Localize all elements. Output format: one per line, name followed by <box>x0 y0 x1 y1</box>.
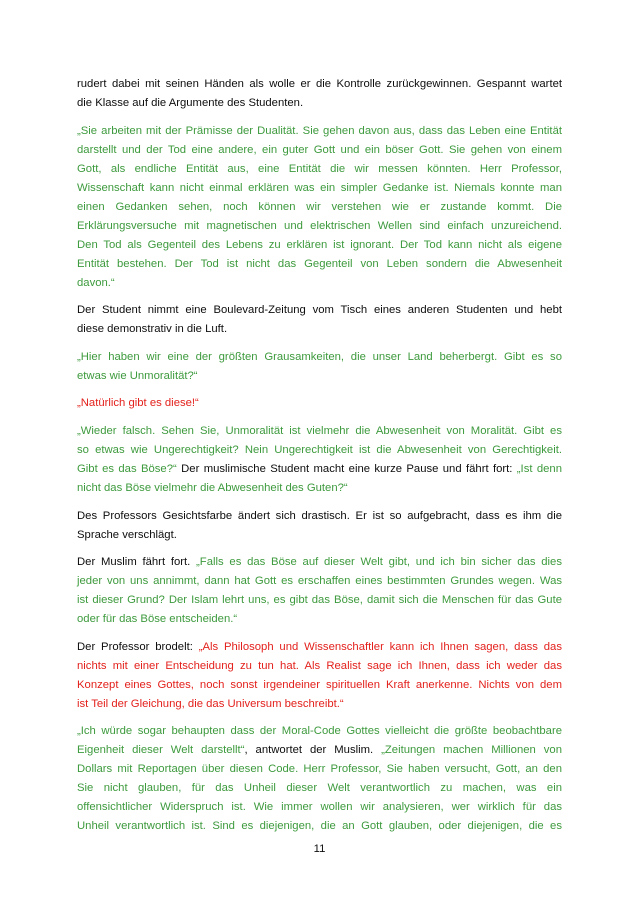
text-segment: Dollars mit Reportagen über diesen Code. Herr Professor, Sie haben versucht, Gott, an den <box>77 763 562 776</box>
text-segment: jeder von uns annimmt, dann hat Gott es erschaffen eines bestimmten Grundes wegen. Was <box>77 575 562 588</box>
text-line <box>77 760 562 779</box>
text-line <box>77 255 562 274</box>
text-segment: „Natürlich gibt es diese!“ <box>77 397 199 410</box>
text-line <box>77 507 562 526</box>
text-segment: „Wieder falsch. Sehen Sie, Unmoralität ist vielmehr die Abwesenheit von Moralität. Gibt es <box>77 424 562 437</box>
text-segment: Konzept eines Gottes, noch sonst irgendeiner spirituellen Kraft anerkenne. Nichts von dem <box>77 678 562 691</box>
text-line <box>77 572 562 591</box>
text-line <box>77 320 562 339</box>
text-line <box>77 741 562 760</box>
text-segment: „Als Philosoph und Wissenschaftler kann ich Ihnen sagen, dass das <box>198 640 562 653</box>
paragraph <box>77 507 562 545</box>
text-line <box>77 798 562 817</box>
text-segment: „Falls es das Böse auf dieser Welt gibt, und ich bin sicher das dies <box>196 556 562 569</box>
text-segment: Gott, als endliche Entität aus, eine Entität die wir messen könnten. Herr Professor, <box>77 162 562 175</box>
text-segment: etwas wie Unmoralität?“ <box>77 369 198 382</box>
text-line <box>77 422 562 441</box>
text-line <box>77 367 562 386</box>
text-line <box>77 526 562 545</box>
text-segment: so etwas wie Ungerechtigkeit? Nein Ungerechtigkeit ist die Abwesenheit von Gerechtigkeit. <box>77 443 562 456</box>
paragraph <box>77 422 562 498</box>
text-segment: die Klasse auf die Argumente des Studenten. <box>77 97 304 109</box>
text-line <box>77 553 562 572</box>
paragraph <box>77 301 562 339</box>
text-segment: nicht das Böse vielmehr die Abwesenheit des Guten?“ <box>77 481 348 494</box>
text-line <box>77 722 562 741</box>
text-segment: nichts mit einer Entscheidung zu tun hat. Als Realist sage ich Ihnen, dass ich weder das <box>77 659 562 672</box>
paragraph <box>77 722 562 836</box>
text-segment: Wissenschaft kann nicht einmal erklären was ein simpler Gedanke ist. Niemals konnte man <box>77 181 562 194</box>
text-segment: diese demonstrativ in die Luft. <box>77 323 228 336</box>
text-line <box>77 591 562 610</box>
text-segment: Sprache verschlägt. <box>77 528 177 541</box>
text-segment: Sie nicht glauben, für das Unheil dieser Welt verantwortlich zu machen, was ein <box>77 782 562 795</box>
text-line <box>77 198 562 217</box>
paragraph <box>77 122 562 293</box>
text-segment: Der muslimische Student macht eine kurze Pause und fährt fort: <box>176 462 517 475</box>
text-line <box>77 94 562 113</box>
text-line <box>77 301 562 320</box>
paragraph <box>77 75 562 113</box>
text-line <box>77 75 562 94</box>
text-segment: darstellt und der Tod eine andere, ein guter Gott und ein böser Gott. Sie gehen von einem <box>77 143 562 156</box>
text-line <box>77 236 562 255</box>
text-segment: rudert dabei mit seinen Händen als wolle er die Kontrolle zurückgewinnen. Gespannt wartet <box>77 78 562 90</box>
text-line <box>77 657 562 676</box>
page-number: 11 <box>313 843 326 855</box>
text-segment: Entität bestehen. Der Tod ist nicht das Gegenteil von Leben sondern die Abwesenheit <box>77 257 562 270</box>
text-segment: davon.“ <box>77 276 115 289</box>
text-line <box>77 779 562 798</box>
paragraph <box>77 553 562 629</box>
paragraph <box>77 638 562 714</box>
text-segment: oder für das Böse entscheiden.“ <box>77 613 238 626</box>
text-segment: Der Student nimmt eine Boulevard-Zeitung vom Tisch eines anderen Studenten und hebt <box>77 304 562 317</box>
text-line <box>77 676 562 695</box>
text-segment: Gibt es das Böse?“ <box>77 462 177 475</box>
text-line <box>77 141 562 160</box>
paragraph <box>77 348 562 386</box>
text-line <box>77 179 562 198</box>
text-line <box>77 610 562 629</box>
text-segment: Erklärungsversuche mit magnetischen und elektrischen Wellen sind einfach unzureichend. <box>77 219 562 232</box>
text-segment: Den Tod als Gegenteil des Lebens zu erklären ist ignorant. Der Tod kann nicht als eigene <box>77 238 562 251</box>
text-segment: , antwortet der Muslim. <box>244 744 382 757</box>
text-line <box>77 695 562 714</box>
text-line <box>77 394 562 413</box>
text-line <box>77 460 562 479</box>
text-line <box>77 817 562 836</box>
body-text <box>77 75 562 845</box>
text-segment: ist Teil der Gleichung, die das Universum beschreibt.“ <box>77 697 344 710</box>
text-segment: Eigenheit dieser Welt darstellt“ <box>77 744 245 757</box>
text-segment: „Hier haben wir eine der größten Grausamkeiten, die unser Land beherbergt. Gibt es so <box>77 350 562 363</box>
text-segment: „Sie arbeiten mit der Prämisse der Dualität. Sie gehen davon aus, dass das Leben eine Entität <box>77 124 562 137</box>
text-segment: „Ich würde sogar behaupten dass der Moral-Code Gottes vielleicht die größte beobachtbare <box>77 725 562 738</box>
text-segment: „Zeitungen machen Millionen von <box>381 744 562 757</box>
text-line <box>77 122 562 141</box>
text-segment: Des Professors Gesichtsfarbe ändert sich drastisch. Er ist so aufgebracht, dass es ihm die <box>77 509 562 522</box>
paragraph <box>77 394 562 413</box>
text-segment: ist dieser Grund? Der Islam lehrt uns, es gibt das Böse, damit sich die Menschen für das Gute <box>77 594 562 607</box>
text-segment: Der Muslim fährt fort. <box>77 556 197 569</box>
text-line <box>77 160 562 179</box>
text-segment: offensichtlicher Widerspruch ist. Wie immer wollen wir analysieren, wer wirklich für das <box>77 801 562 814</box>
text-segment: einen Gedanken sehen, noch können wir verstehen wie er zustande kommt. Die <box>77 200 562 213</box>
text-segment: Unheil verantwortlich ist. Sind es diejenigen, die an Gott glauben, oder diejenigen, die es <box>77 820 562 833</box>
text-line <box>77 348 562 367</box>
text-line <box>77 441 562 460</box>
text-segment: Der Professor brodelt: <box>77 640 199 653</box>
text-line <box>77 217 562 236</box>
text-line <box>77 638 562 657</box>
text-line <box>77 274 562 293</box>
text-segment: „Ist denn <box>516 462 562 475</box>
text-line <box>77 479 562 498</box>
